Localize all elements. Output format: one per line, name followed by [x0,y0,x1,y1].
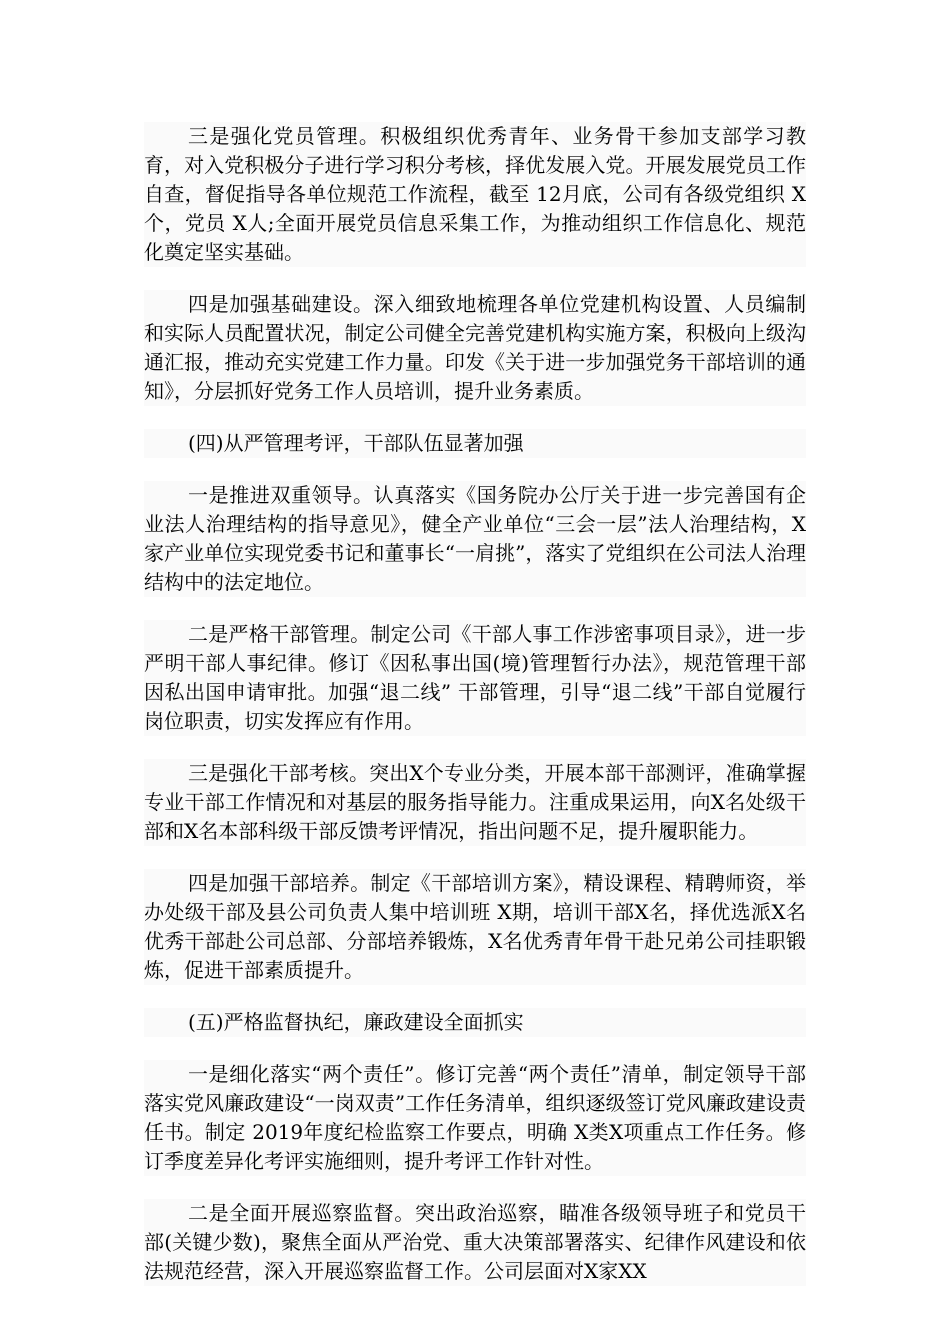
paragraph-party-member-management: 三是强化党员管理。积极组织优秀青年、业务骨干参加支部学习教育，对入党积极分子进行学习积分考核，择优发展入党。开展发展党员工作自查，督促指导各单位规范工作流程，截至 12月底，公司有各级党组织 X个，党员 X人;全面开展党员信息采集工作，为推动组织工作信息化、规范化奠定坚实基础。 [144,122,806,267]
paragraph-dual-leadership: 一是推进双重领导。认真落实《国务院办公厅关于进一步完善国有企业法人治理结构的指导意见》，健全产业单位“三会一层”法人治理结构，X家产业单位实现党委书记和董事长“一肩挑”，落实了党组织在公司法人治理结构中的法定地位。 [144,481,806,597]
paragraph-cadre-management: 二是严格干部管理。制定公司《干部人事工作涉密事项目录》，进一步严明干部人事纪律。修订《因私事出国(境)管理暂行办法》，规范管理干部因私出国申请审批。加强“退二线” 干部管理，引导“退二线”干部自觉履行岗位职责，切实发挥应有作用。 [144,620,806,736]
paragraph-cadre-training: 四是加强干部培养。制定《干部培训方案》，精设课程、精聘师资，举办处级干部及县公司负责人集中培训班 X期，培训干部X名，择优选派X名优秀干部赴公司总部、分部培养锻炼，X名优秀青年骨干赴兄弟公司挂职锻炼，促进干部素质提升。 [144,869,806,985]
paragraph-infrastructure-building: 四是加强基础建设。深入细致地梳理各单位党建机构设置、人员编制和实际人员配置状况，制定公司健全完善党建机构实施方案，积极向上级沟通汇报，推动充实党建工作力量。印发《关于进一步加强党务干部培训的通知》，分层抓好党务工作人员培训，提升业务素质。 [144,290,806,406]
paragraph-two-responsibilities: 一是细化落实“两个责任”。修订完善“两个责任”清单，制定领导干部落实党风廉政建设“一岗双责”工作任务清单，组织逐级签订党风廉政建设责任书。制定 2019年度纪检监察工作要点，明确 X类X项重点工作任务。修订季度差异化考评实施细则，提升考评工作针对性。 [144,1060,806,1176]
section-heading-4: (四)从严管理考评，干部队伍显著加强 [144,429,806,458]
section-heading-5: (五)严格监督执纪，廉政建设全面抓实 [144,1008,806,1037]
document-page [144,122,806,1309]
paragraph-inspection-supervision: 二是全面开展巡察监督。突出政治巡察，瞄准各级领导班子和党员干部(关键少数)，聚焦全面从严治党、重大决策部署落实、纪律作风建设和依法规范经营，深入开展巡察监督工作。公司层面对X家XX [144,1199,806,1286]
paragraph-cadre-assessment: 三是强化干部考核。突出X个专业分类，开展本部干部测评，准确掌握专业干部工作情况和对基层的服务指导能力。注重成果运用，向X名处级干部和X名本部科级干部反馈考评情况，指出问题不足，提升履职能力。 [144,759,806,846]
